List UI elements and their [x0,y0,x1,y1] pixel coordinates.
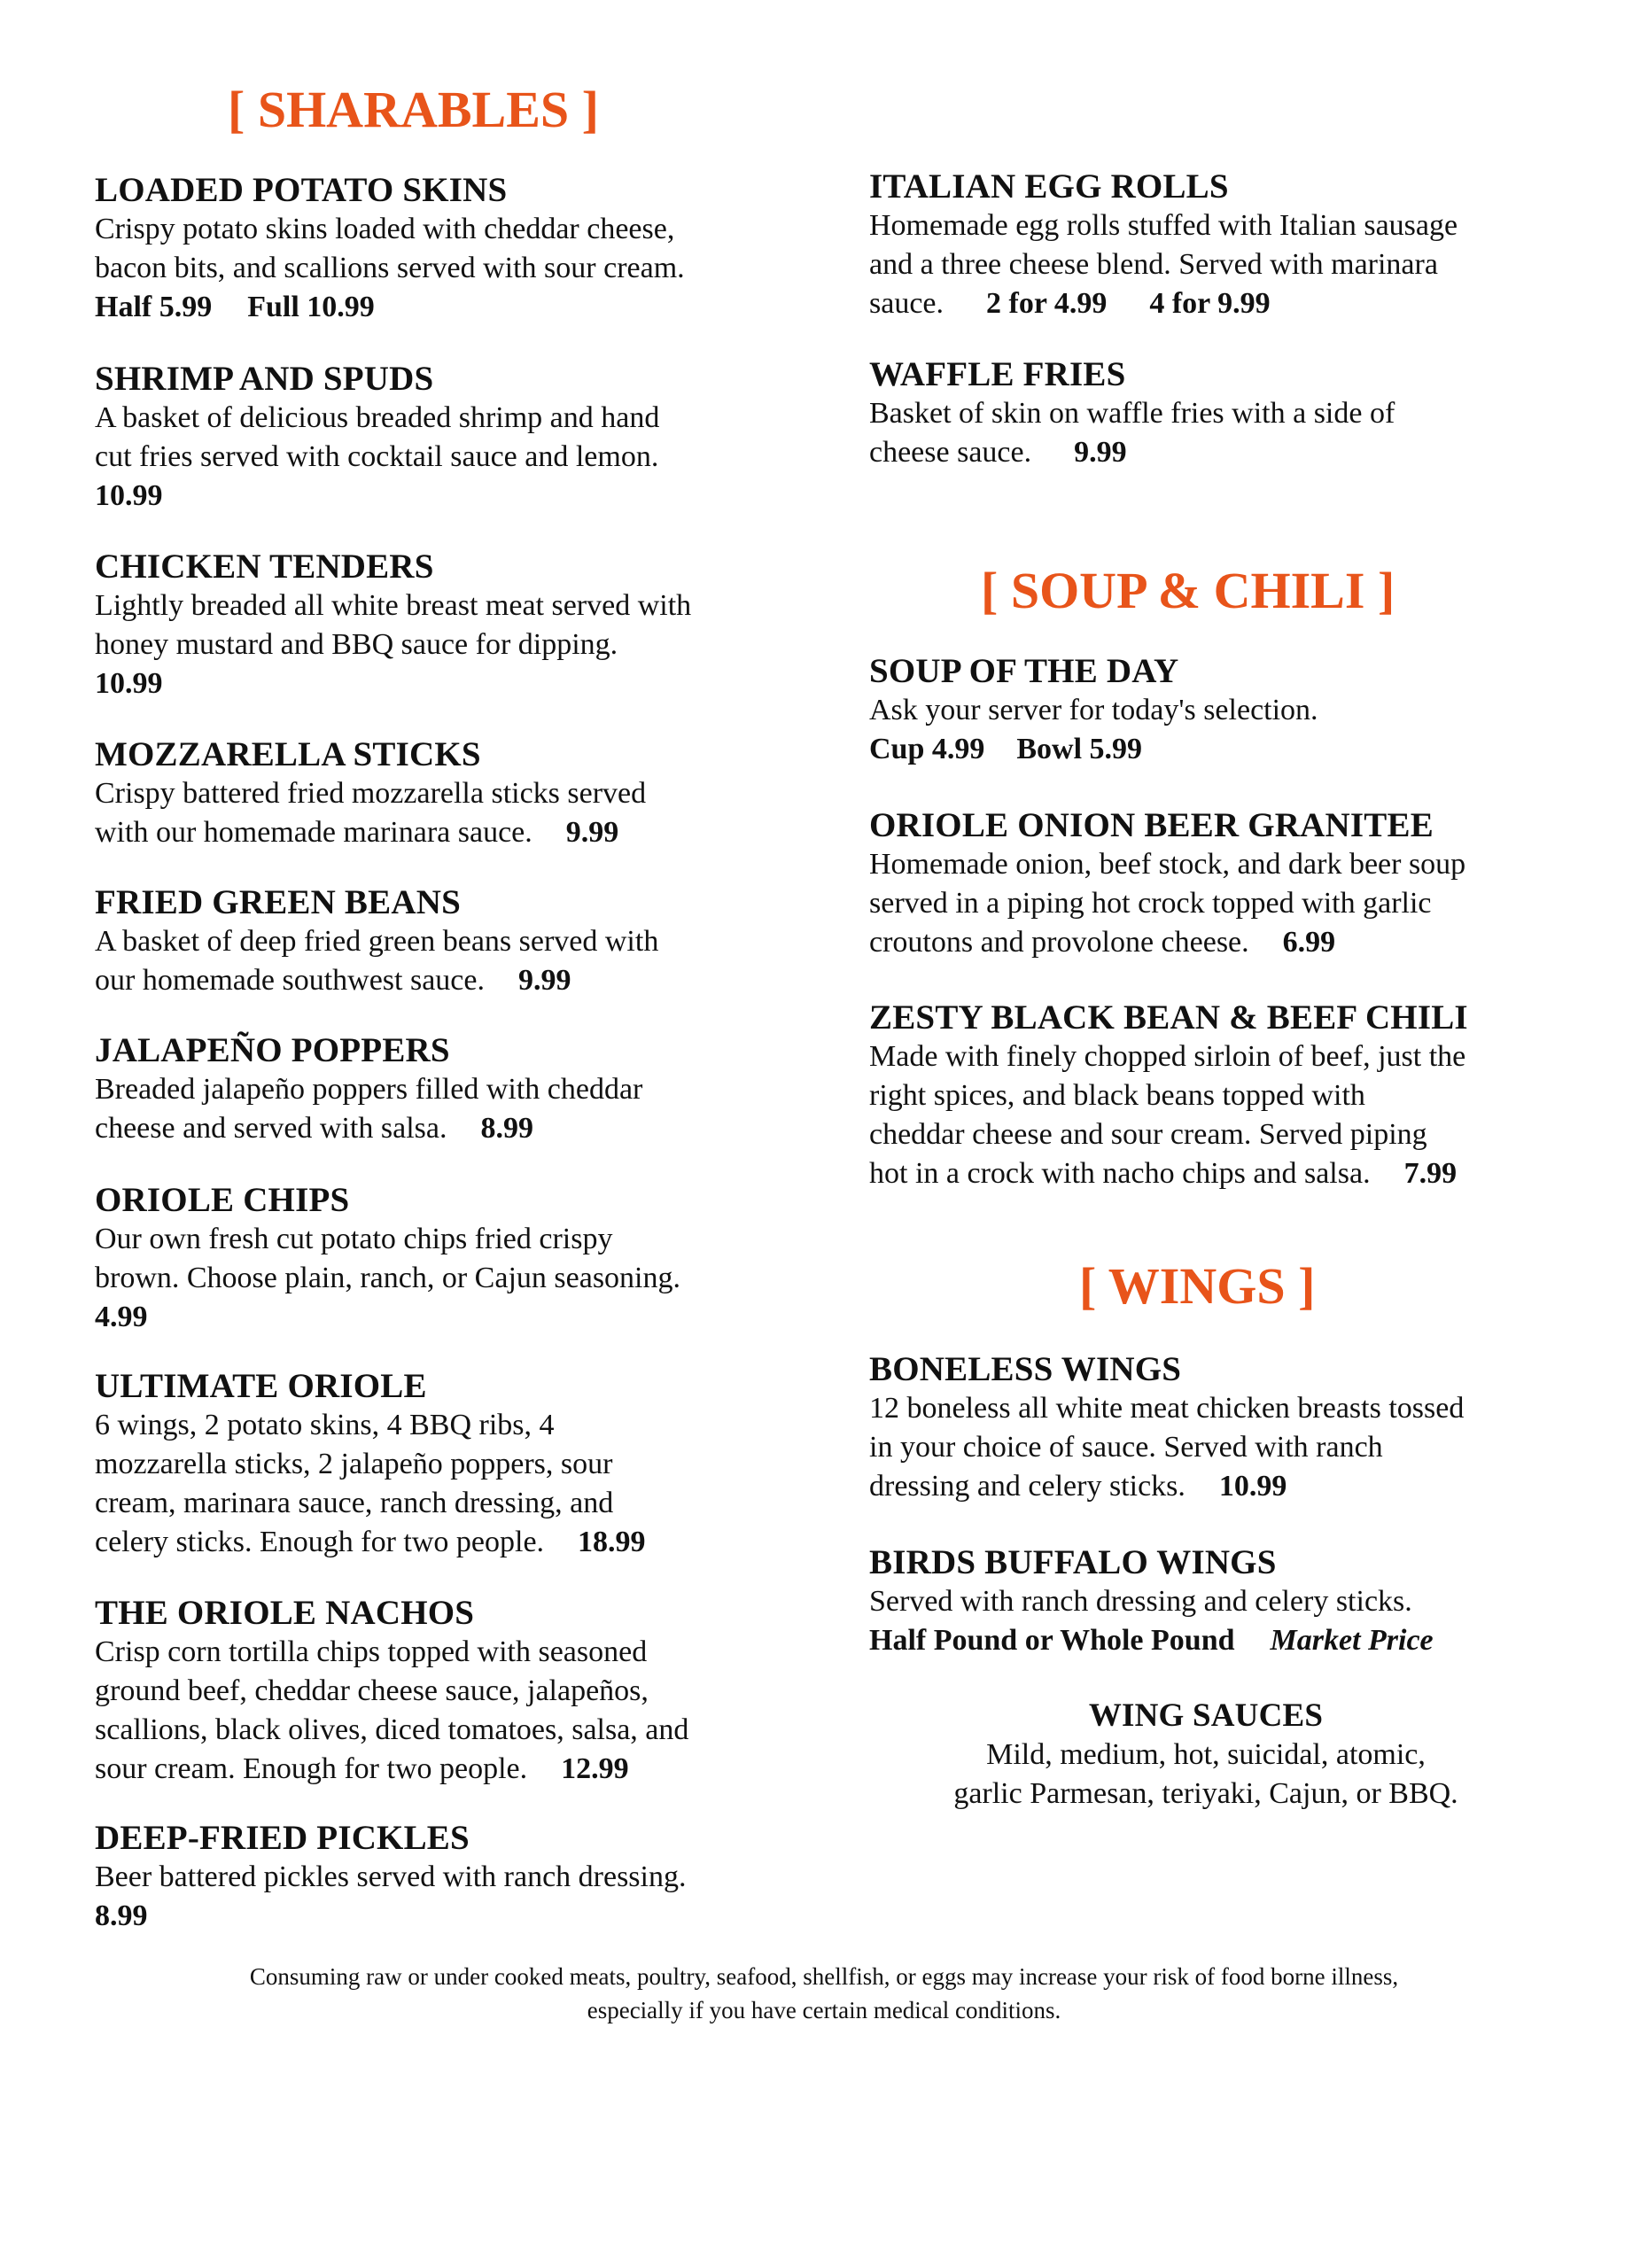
item-desc-line: 12 boneless all white meat chicken breasts tossed [869,1392,1465,1425]
item-desc-line: right spices, and black beans topped with [869,1079,1365,1112]
item-name: DEEP-FRIED PICKLES [95,1819,470,1857]
item-desc-line: Crispy potato skins loaded with cheddar cheese, [95,213,675,245]
item-desc-line: sauce. [869,287,944,320]
item-price-4: 4 for 9.99 [1149,287,1271,320]
item-name: ZESTY BLACK BEAN & BEEF CHILI [869,998,1468,1037]
item-desc-line: cream, marinara sauce, ranch dressing, and [95,1487,614,1519]
item-desc-line: Mild, medium, hot, suicidal, atomic, [986,1738,1426,1771]
item-name: JALAPEÑO POPPERS [95,1031,450,1069]
item-price-half: Half 5.99 [95,291,213,323]
item-desc-line: Crispy battered fried mozzarella sticks served [95,777,647,810]
item-desc-line: Ask your server for today's selection. [869,694,1318,726]
menu-item-waffle-fries [869,355,1578,472]
item-name: BONELESS WINGS [869,1350,1182,1388]
item-desc-line: cheese sauce. [869,436,1032,469]
menu-item-deep-fried-pickles [95,1819,804,1936]
menu-item-oriole-chips [95,1181,804,1337]
item-price: 12.99 [561,1752,629,1785]
item-desc-line: cheese and served with salsa. [95,1112,447,1145]
item-desc-line: served in a piping hot crock topped with garlic [869,887,1432,920]
item-desc-line: Homemade onion, beef stock, and dark beer soup [869,848,1466,881]
item-desc-line: mozzarella sticks, 2 jalapeño poppers, sour [95,1448,613,1480]
item-desc-line: Homemade egg rolls stuffed with Italian sausage [869,209,1458,242]
menu-item-onion-beer-granitee [869,806,1578,962]
section-title-wings: [ WINGS ] [1079,1257,1316,1315]
item-name: THE ORIOLE NACHOS [95,1594,475,1632]
menu-item-soup-of-the-day [869,652,1578,769]
item-desc-line: Crisp corn tortilla chips topped with seasoned [95,1635,648,1668]
item-desc-line: croutons and provolone cheese. [869,926,1249,959]
item-desc-line: Beer battered pickles served with ranch dressing. [95,1860,687,1893]
item-desc-line: brown. Choose plain, ranch, or Cajun seasoning. [95,1262,680,1294]
item-name: LOADED POTATO SKINS [95,171,508,209]
menu-item-boneless-wings [869,1350,1578,1506]
item-desc-line: in your choice of sauce. Served with ranch [869,1431,1383,1464]
item-desc-line: and a three cheese blend. Served with marinara [869,248,1438,281]
item-desc-line: cut fries served with cocktail sauce and lemon. [95,440,659,473]
item-price: 18.99 [578,1526,646,1558]
item-name: BIRDS BUFFALO WINGS [869,1543,1277,1581]
menu-item-ultimate-oriole [95,1367,804,1562]
item-name: CHICKEN TENDERS [95,548,434,586]
menu-item-oriole-nachos [95,1594,804,1789]
menu-item-chicken-tenders [95,548,804,703]
item-price: 10.99 [95,479,163,512]
item-desc-line: scallions, black olives, diced tomatoes, salsa, and [95,1713,689,1746]
menu-item-mozzarella-sticks [95,735,804,852]
item-name: MOZZARELLA STICKS [95,735,481,773]
item-price: 9.99 [1074,436,1127,469]
item-name: ORIOLE ONION BEER GRANITEE [869,806,1434,844]
disclaimer-line: Consuming raw or under cooked meats, poultry, seafood, shellfish, or eggs may increase your risk of food borne illness, [249,1963,1399,1990]
item-price: Market Price [1270,1624,1434,1657]
wing-sauces [869,1697,1543,1814]
item-price-2: 2 for 4.99 [986,287,1108,320]
section-title-sharables: [ SHARABLES ] [228,81,599,138]
menu-item-loaded-potato-skins [95,171,804,327]
menu-item-fried-green-beans [95,883,804,1000]
item-price: 6.99 [1282,926,1336,959]
menu-item-birds-buffalo-wings [869,1543,1578,1660]
item-price: 7.99 [1403,1157,1458,1190]
item-price: 8.99 [95,1899,148,1932]
item-name: ORIOLE CHIPS [95,1181,350,1219]
food-safety-disclaimer [0,1960,1648,2027]
item-size: Half Pound or Whole Pound [869,1624,1235,1657]
item-desc-line: celery sticks. Enough for two people. [95,1526,545,1558]
item-desc-line: ground beef, cheddar cheese sauce, jalapeños, [95,1674,649,1707]
item-name: ULTIMATE ORIOLE [95,1367,427,1405]
item-desc-line: Served with ranch dressing and celery sticks. [869,1585,1412,1618]
item-price-cup: Cup 4.99 [869,733,985,765]
disclaimer-line: especially if you have certain medical conditions. [587,1997,1061,2023]
menu-item-italian-egg-rolls [869,167,1578,323]
item-name: SOUP OF THE DAY [869,652,1179,690]
item-desc-line: cheddar cheese and sour cream. Served piping [869,1118,1427,1151]
item-desc-line: hot in a crock with nacho chips and salsa. [869,1157,1371,1190]
item-desc-line: Basket of skin on waffle fries with a side of [869,397,1395,430]
item-desc-line: dressing and celery sticks. [869,1470,1185,1503]
item-desc-line: bacon bits, and scallions served with sour cream. [95,252,685,284]
item-price: 9.99 [565,816,619,849]
menu-item-shrimp-and-spuds [95,360,804,516]
item-name: ITALIAN EGG ROLLS [869,167,1229,206]
item-desc-line: garlic Parmesan, teriyaki, Cajun, or BBQ. [953,1777,1458,1810]
item-price-full: Full 10.99 [247,291,375,323]
section-title-soup-chili: [ SOUP & CHILI ] [981,562,1395,619]
menu-item-jalapeno-poppers [95,1031,804,1148]
item-desc-line: Lightly breaded all white breast meat served with [95,589,692,622]
item-price-bowl: Bowl 5.99 [1016,733,1143,765]
item-desc-line: with our homemade marinara sauce. [95,816,532,849]
item-desc-line: Our own fresh cut potato chips fried crispy [95,1223,613,1255]
item-desc-line: our homemade southwest sauce. [95,964,485,997]
item-price: 10.99 [95,667,163,700]
item-price: 8.99 [480,1112,533,1145]
item-desc-line: 6 wings, 2 potato skins, 4 BBQ ribs, 4 [95,1409,555,1441]
item-name: SHRIMP AND SPUDS [95,360,434,398]
item-desc-line: Made with finely chopped sirloin of beef, just the [869,1040,1466,1073]
item-desc-line: sour cream. Enough for two people. [95,1752,528,1785]
item-desc-line: A basket of deep fried green beans served with [95,925,659,958]
menu-item-black-bean-chili [869,998,1578,1193]
item-name: WING SAUCES [1088,1697,1324,1734]
item-desc-line: honey mustard and BBQ sauce for dipping. [95,628,618,661]
item-desc-line: A basket of delicious breaded shrimp and hand [95,401,660,434]
item-name: FRIED GREEN BEANS [95,883,461,921]
item-price: 10.99 [1218,1470,1287,1503]
item-name: WAFFLE FRIES [869,355,1126,393]
item-desc-line: Breaded jalapeño poppers filled with cheddar [95,1073,643,1106]
item-price: 9.99 [518,964,571,997]
item-price: 4.99 [95,1301,148,1333]
